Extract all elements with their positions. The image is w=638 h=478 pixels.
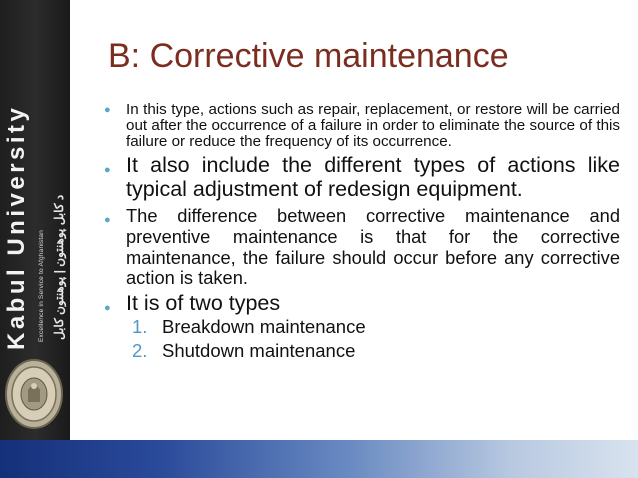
university-script-name: د کابل پوهنتون | پوهنتون کابل <box>52 194 66 340</box>
bullet-dot-icon: ● <box>104 164 111 177</box>
bullet-text: In this type, actions such as repair, replacement, or restore will be carried out after the occurrence of a failure in order to eliminate the source of this failure or reduce the frequency of its occurrence. <box>126 101 620 150</box>
footer-gradient-bar <box>0 440 638 478</box>
bullet-dot-icon: ● <box>104 104 111 116</box>
university-seal-icon <box>2 352 66 436</box>
item-text: Breakdown maintenance <box>162 316 366 338</box>
university-name: Kabul University <box>3 104 30 350</box>
bullet-item <box>104 102 620 149</box>
slide-content <box>104 102 620 363</box>
university-sidebar <box>0 0 70 440</box>
item-text: Shutdown maintenance <box>162 340 356 362</box>
bullet-text: It also include the different types of actions like typical adjustment of redesign equipment. <box>126 153 620 201</box>
bullet-item <box>104 206 620 288</box>
numbered-item <box>104 339 620 363</box>
university-tagline: Excellence in Service to Afghanistan <box>38 230 45 342</box>
bullet-dot-icon: ● <box>104 301 111 314</box>
bullet-text: The difference between corrective maintenance and preventive maintenance is that for the corrective maintenance, the failure should occur before any corrective action is taken. <box>126 205 620 289</box>
bullet-text: It is of two types <box>126 290 281 315</box>
item-number: 1. <box>132 316 148 338</box>
bullet-item <box>104 154 620 201</box>
bullet-item <box>104 292 620 316</box>
bullet-dot-icon: ● <box>104 214 111 227</box>
numbered-item <box>104 315 620 339</box>
item-number: 2. <box>132 340 148 362</box>
slide-title: B: Corrective maintenance <box>108 37 509 75</box>
